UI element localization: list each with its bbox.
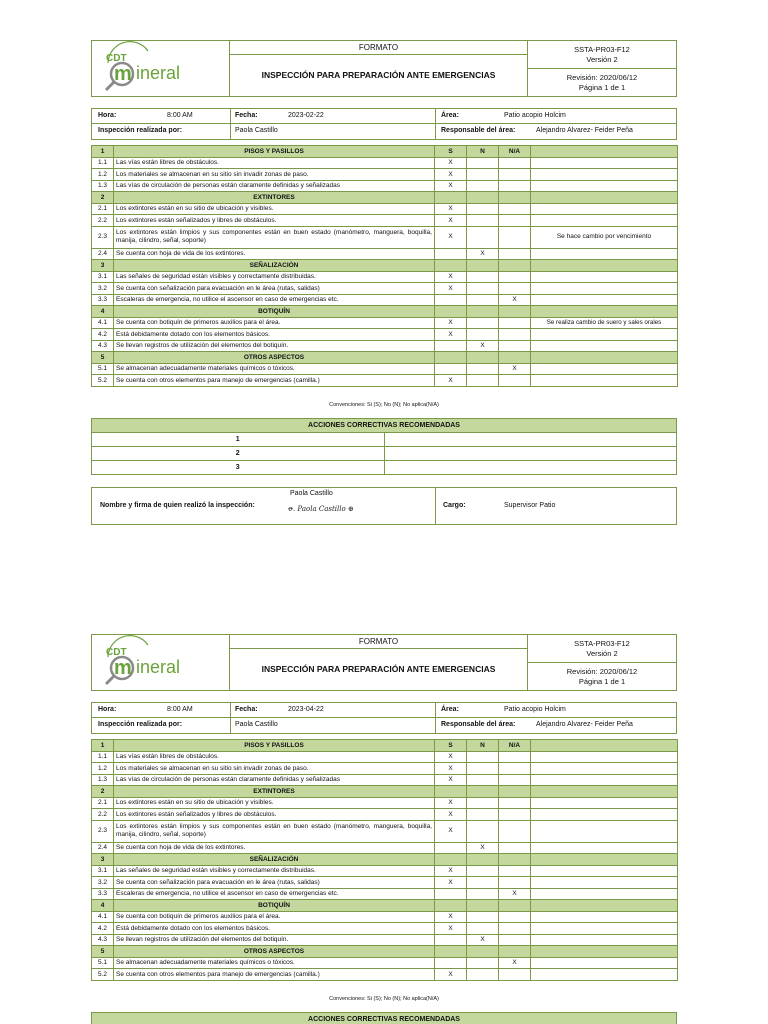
table-row: 1.3 Las vías de circulación de personas están claramente definidas y señalizadas X — [92, 180, 678, 192]
section-row: 2 EXTINTORES — [92, 786, 678, 798]
inspector-label: Inspección realizada por: — [98, 127, 183, 134]
action-entry[interactable] — [384, 461, 677, 475]
responsable-label: Responsable del área: — [441, 721, 516, 728]
fecha-value: 2023-04-22 — [288, 706, 324, 713]
table-row: 2.2 Los extintores están señalizados y libres de obstáculos. X — [92, 215, 678, 227]
table-row: 2.1 Los extintores están en su sitio de ubicación y visibles. X — [92, 203, 678, 215]
fecha-label: Fecha: — [235, 112, 258, 119]
table-row: 1.2 Los materiales se almacenan en su sitio sin invadir zonas de paso. X — [92, 763, 678, 775]
area-value: Patio acopio Holcim — [504, 112, 566, 119]
table-row: 4.1 Se cuenta con botiquín de primeros auxilios para el área. X Se realiza cambio de suero y sales orales — [92, 317, 678, 329]
form-revision: Revisión: 2020/06/12 — [566, 667, 638, 676]
table-row: 5.2 Se cuenta con otros elementos para manejo de emergencias (camilla.) X — [92, 375, 678, 387]
table-row: 3 — [92, 461, 677, 475]
form-code: SSTA-PR03-F12 — [574, 45, 630, 54]
cdt-mineral-logo-icon — [92, 41, 230, 96]
section-row: 3 SEÑALIZACIÓN — [92, 854, 678, 866]
table-row: 4.1 Se cuenta con botiquín de primeros auxilios para el área. X — [92, 911, 678, 923]
section-row: 2 EXTINTORES — [92, 192, 678, 204]
conventions: Convenciones: Si (S); No (N); No aplica(N/A) — [329, 402, 439, 408]
hora-label: Hora: — [98, 112, 117, 119]
inspector-label: Inspección realizada por: — [98, 721, 183, 728]
signature-label: Nombre y firma de quien realizó la inspección: — [100, 502, 255, 509]
table-row: 5.1 Se almacenan adecuadamente materiales químicos o tóxicos. X — [92, 957, 678, 969]
handwritten-signature: ꝋ. Paola Castillo ⊕ — [288, 505, 354, 513]
formato-label: FORMATO — [230, 41, 527, 55]
section-row: 1 PISOS Y PASILLOS S N N/A — [92, 740, 678, 752]
fecha-value: 2023-02-22 — [288, 112, 324, 119]
responsable-value: Alejandro Alvarez- Feider Peña — [536, 721, 633, 728]
table-row: 1 — [92, 433, 677, 447]
hora-label: Hora: — [98, 706, 117, 713]
signature-box — [91, 487, 677, 525]
inspector-value: Paola Castillo — [235, 127, 278, 134]
inspection-info — [91, 108, 677, 140]
action-entry[interactable] — [384, 433, 677, 447]
fecha-label: Fecha: — [235, 706, 258, 713]
form-page: Página 1 de 1 — [578, 83, 626, 92]
table-row: 2.4 Se cuenta con hoja de vida de los extintores. X — [92, 842, 678, 854]
hora-value: 8:00 AM — [167, 112, 193, 119]
table-row: 1.1 Las vías están libres de obstáculos. X — [92, 157, 678, 169]
table-row: 4.2 Está debidamente dotado con los elementos básicos. X — [92, 923, 678, 935]
observation: Se realiza cambio de suero y sales orales — [531, 317, 678, 329]
svg-text:m: m — [114, 657, 132, 679]
corrective-actions-table — [91, 418, 677, 475]
cdt-mineral-logo-icon — [92, 635, 230, 690]
area-value: Patio acopio Holcim — [504, 706, 566, 713]
table-row: 2.3 Los extintores están limpios y sus componentes están en buen estado (manómetro, manguera, boquilla, manija, cilindro, señal, soporte) X Se hace cambio por vencimiento — [92, 226, 678, 248]
inspection-form-1 — [91, 40, 677, 513]
table-row: 2.1 Los extintores están en su sitio de ubicación y visibles. X — [92, 797, 678, 809]
table-row: 3.3 Escaleras de emergencia, no utilice el ascensor en caso de emergencias etc. X — [92, 294, 678, 306]
hora-value: 8:00 AM — [167, 706, 193, 713]
table-row: 3.2 Se cuenta con señalización para evacuación en le área (rutas, salidas) X — [92, 877, 678, 889]
cargo-value: Supervisor Patio — [504, 502, 556, 509]
corrective-actions-table — [91, 1012, 677, 1024]
table-row: 4.3 Se llevan registros de utilización del elementos del botiquín. X — [92, 934, 678, 946]
table-row: 3.1 Las señales de seguridad están visibles y correctamente distribuidas. X — [92, 865, 678, 877]
table-row: 3.3 Escaleras de emergencia, no utilice el ascensor en caso de emergencias etc. X — [92, 888, 678, 900]
table-row: 2 — [92, 447, 677, 461]
company-logo — [92, 635, 230, 690]
table-row: 1.3 Las vías de circulación de personas están claramente definidas y señalizadas X — [92, 774, 678, 786]
formato-label: FORMATO — [230, 635, 527, 649]
table-row: 5.2 Se cuenta con otros elementos para manejo de emergencias (camilla.) X — [92, 969, 678, 981]
table-row: 3.1 Las señales de seguridad están visibles y correctamente distribuidas. X — [92, 271, 678, 283]
cargo-label: Cargo: — [443, 502, 466, 509]
form-header — [91, 634, 677, 691]
responsable-value: Alejandro Alvarez- Feider Peña — [536, 127, 633, 134]
svg-text:ineral: ineral — [136, 657, 181, 677]
logo-text: ineral — [136, 63, 181, 83]
logo-cdt-text: CDT — [106, 53, 127, 64]
table-row: 4.3 Se llevan registros de utilización del elementos del botiquín. X — [92, 340, 678, 352]
actions-header: ACCIONES CORRECTIVAS RECOMENDADAS — [92, 1013, 677, 1024]
actions-header: ACCIONES CORRECTIVAS RECOMENDADAS — [92, 419, 677, 433]
inspection-form-2 — [91, 634, 677, 1023]
observation: Se hace cambio por vencimiento — [531, 226, 678, 248]
inspector-value: Paola Castillo — [235, 721, 278, 728]
form-header — [91, 40, 677, 97]
checklist-table — [91, 739, 678, 981]
conventions: Convenciones: Si (S); No (N); No aplica(N/A) — [329, 996, 439, 1002]
table-row: 1.2 Los materiales se almacenan en su sitio sin invadir zonas de paso. X — [92, 169, 678, 181]
section-row: 3 SEÑALIZACIÓN — [92, 260, 678, 272]
section-row: 5 OTROS ASPECTOS — [92, 352, 678, 364]
checklist-table — [91, 145, 678, 387]
form-page: Página 1 de 1 — [578, 677, 626, 686]
responsable-label: Responsable del área: — [441, 127, 516, 134]
area-label: Área: — [441, 112, 459, 119]
table-row: 5.1 Se almacenan adecuadamente materiales químicos o tóxicos. X — [92, 363, 678, 375]
table-row: 1.1 Las vías están libres de obstáculos. X — [92, 751, 678, 763]
form-version: Versión 2 — [586, 55, 618, 64]
table-row: 2.2 Los extintores están señalizados y libres de obstáculos. X — [92, 809, 678, 821]
company-logo — [92, 41, 230, 96]
action-entry[interactable] — [384, 447, 677, 461]
section-row: 5 OTROS ASPECTOS — [92, 946, 678, 958]
form-version: Versión 2 — [586, 649, 618, 658]
area-label: Área: — [441, 706, 459, 713]
svg-text:m: m — [114, 63, 132, 85]
table-row: 2.3 Los extintores están limpios y sus componentes están en buen estado (manómetro, manguera, boquilla, manija, cilindro, señal, soporte) X — [92, 820, 678, 842]
table-row: 2.4 Se cuenta con hoja de vida de los extintores. X — [92, 248, 678, 260]
form-revision: Revisión: 2020/06/12 — [566, 73, 638, 82]
svg-text:CDT: CDT — [106, 647, 127, 658]
section-row: 1 PISOS Y PASILLOS S N N/A — [92, 146, 678, 158]
inspection-info — [91, 702, 677, 734]
section-row: 4 BOTIQUÍN — [92, 900, 678, 912]
form-title: INSPECCIÓN PARA PREPARACIÓN ANTE EMERGENCIAS — [261, 664, 496, 674]
section-row: 4 BOTIQUÍN — [92, 306, 678, 318]
form-title: INSPECCIÓN PARA PREPARACIÓN ANTE EMERGENCIAS — [261, 70, 496, 80]
signature-name: Paola Castillo — [290, 490, 333, 497]
form-code: SSTA-PR03-F12 — [574, 639, 630, 648]
table-row: 4.2 Está debidamente dotado con los elementos básicos. X — [92, 329, 678, 341]
table-row: 3.2 Se cuenta con señalización para evacuación en le área (rutas, salidas) X — [92, 283, 678, 295]
